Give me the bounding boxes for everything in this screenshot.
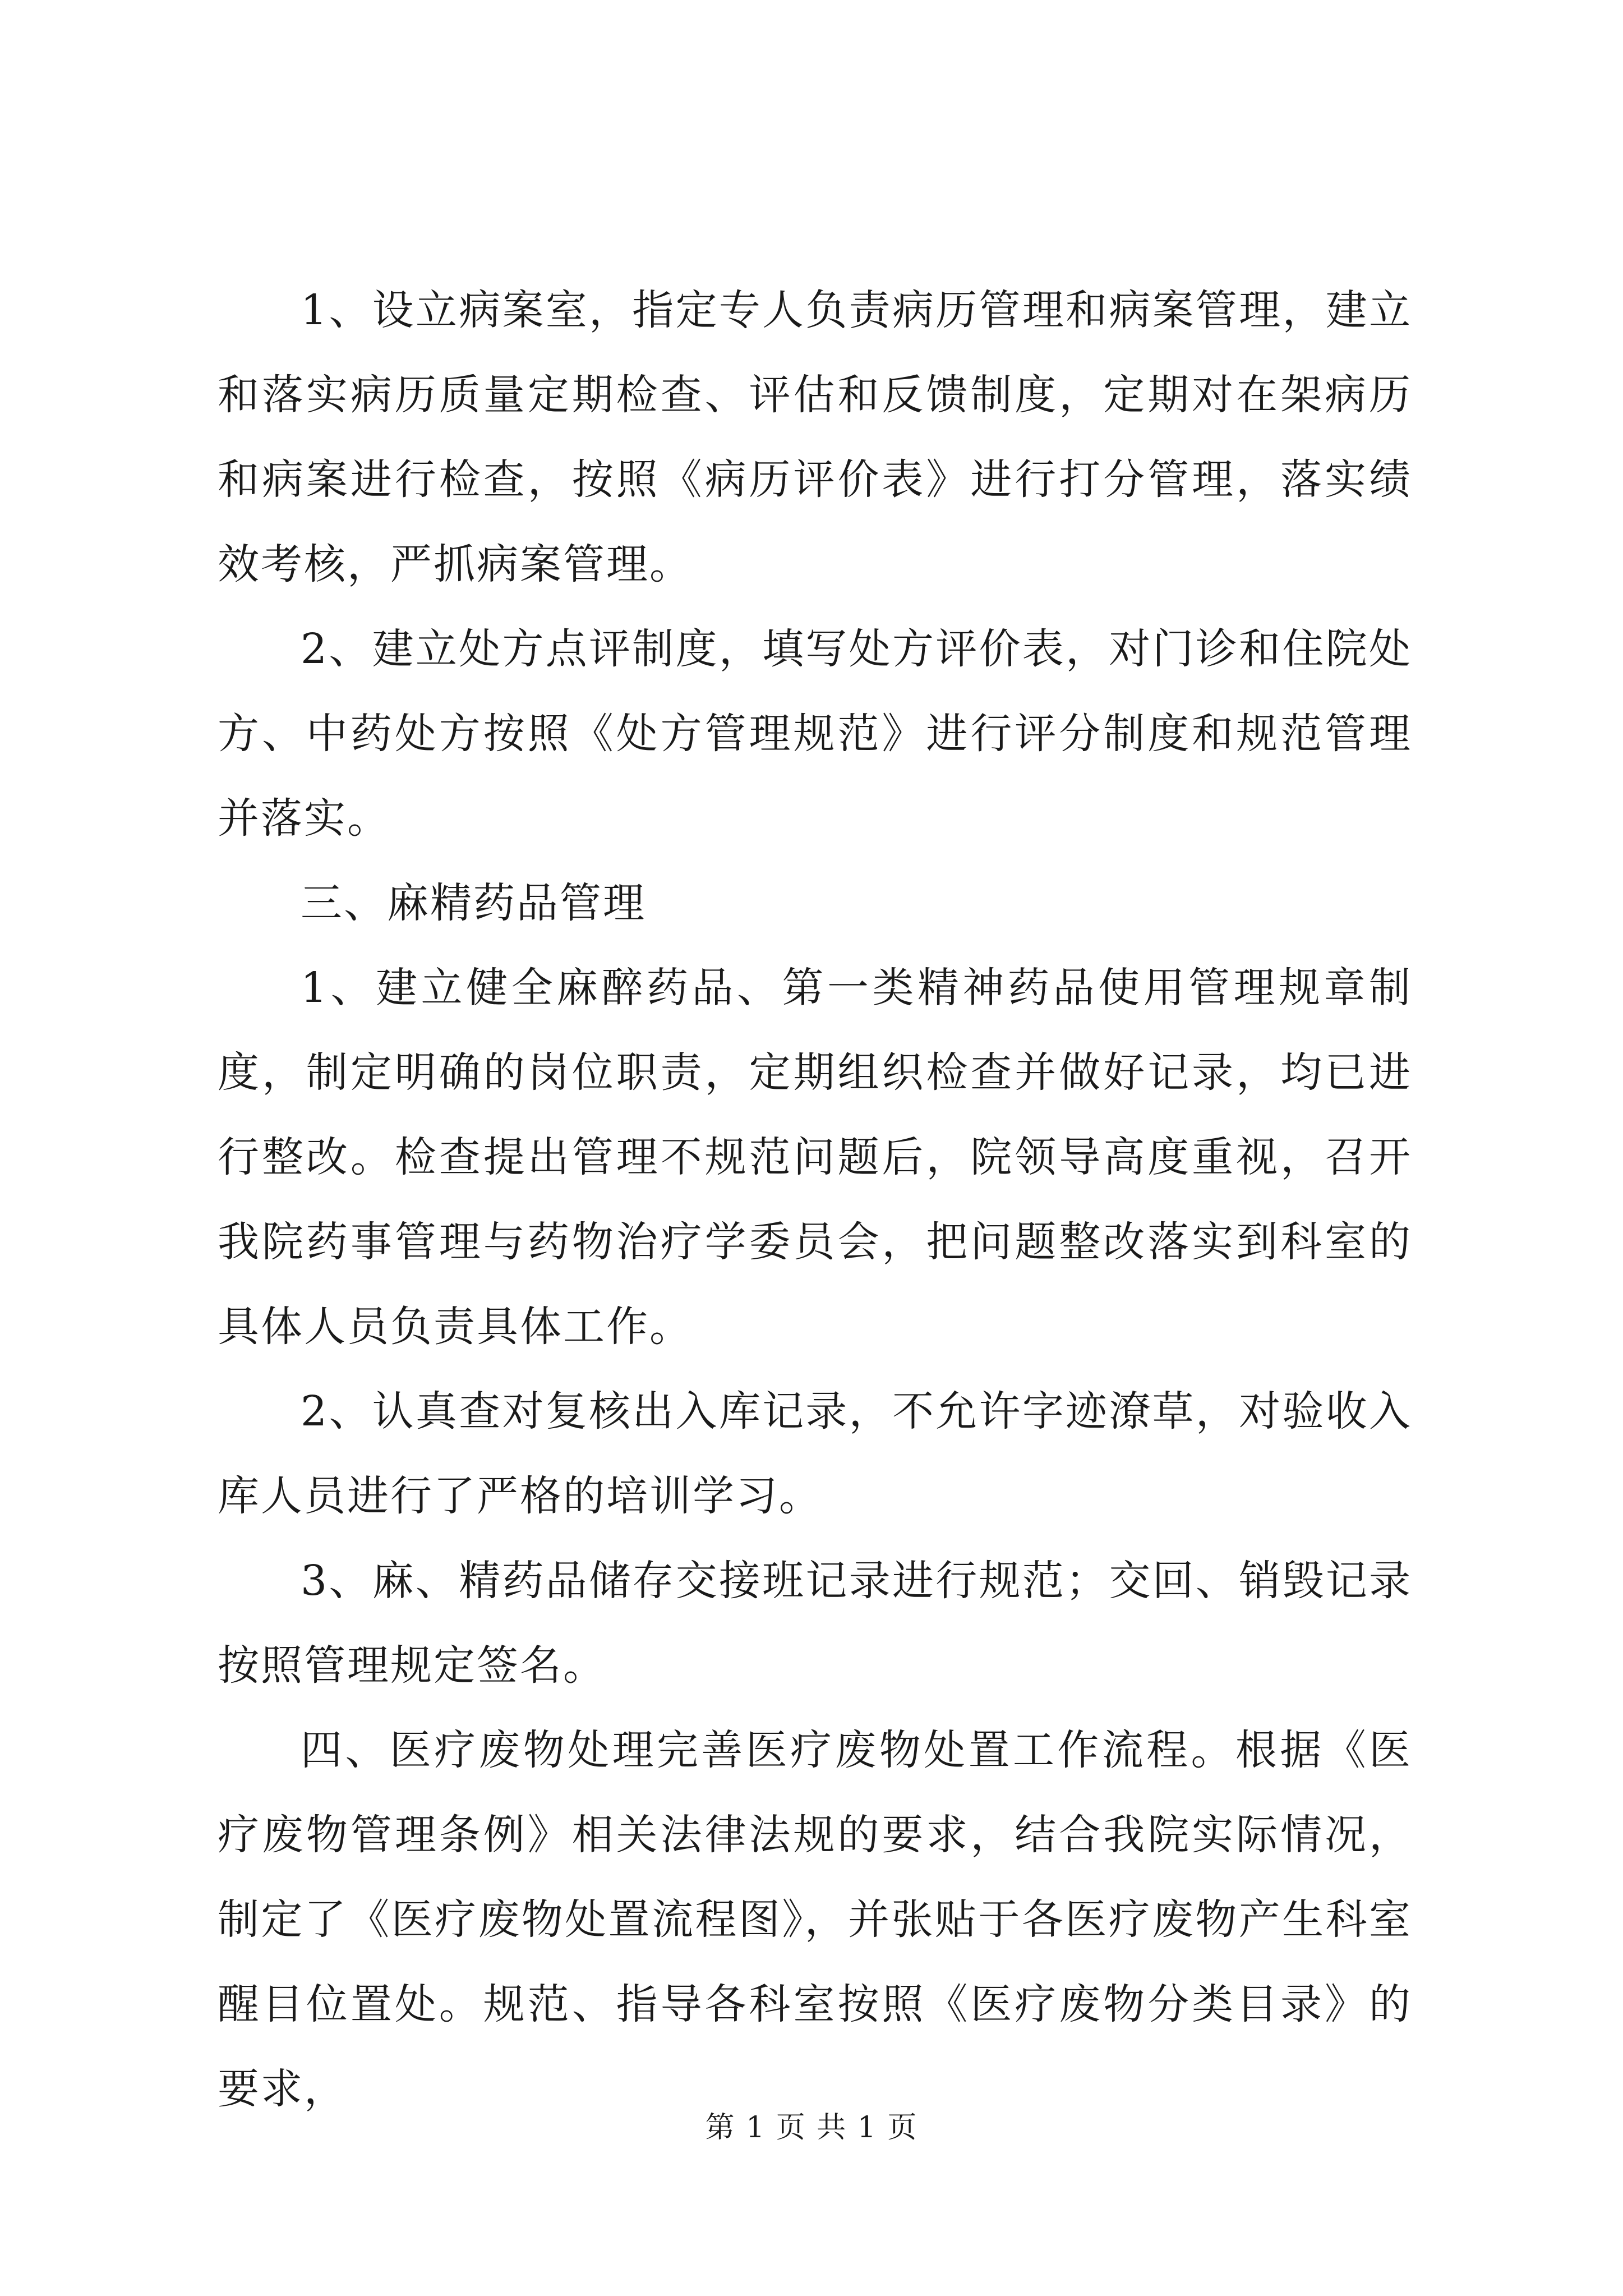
paragraph-medical-waste: 四、医疗废物处理完善医疗废物处置工作流程。根据《医疗废物管理条例》相关法律法规的要求，结合我院实际情况，制定了《医疗废物处置流程图》，并张贴于各医疗废物产生科室醒目位置处。规范、指导各科室按照《医疗废物分类目录》的要求，: [218, 1726, 1412, 2113]
paragraph-prescription-review: 2、建立处方点评制度，填写处方评价表，对门诊和住院处方、中药处方按照《处方管理规范》进行评分制度和规范管理并落实。: [218, 625, 1412, 843]
paragraph-narcotics-rules: 1、建立健全麻醉药品、第一类精神药品使用管理规章制度，制定明确的岗位职责，定期组织检查并做好记录，均已进行整改。检查提出管理不规范问题后，院领导高度重视，召开我院药事管理与药物治疗学委员会，把问题整改落实到科室的具体人员负责具体工作。: [218, 964, 1412, 1351]
paragraph-storage-handover: 3、麻、精药品储存交接班记录进行规范；交回、销毁记录按照管理规定签名。: [218, 1557, 1412, 1690]
document-body: [218, 268, 1412, 2132]
page-number-label: 第 1 页 共 1 页: [705, 2111, 918, 2145]
page-footer: [0, 2108, 1623, 2147]
section-heading-narcotics: 三、麻精药品管理: [301, 879, 646, 927]
paragraph-inventory-records: 2、认真查对复核出入库记录，不允许字迹潦草，对验收入库人员进行了严格的培训学习。: [218, 1387, 1412, 1520]
paragraph-case-records: 1、设立病案室，指定专人负责病历管理和病案管理，建立和落实病历质量定期检查、评估和反馈制度，定期对在架病历和病案进行检查，按照《病历评价表》进行打分管理，落实绩效考核，严抓病案管理。: [218, 286, 1412, 588]
